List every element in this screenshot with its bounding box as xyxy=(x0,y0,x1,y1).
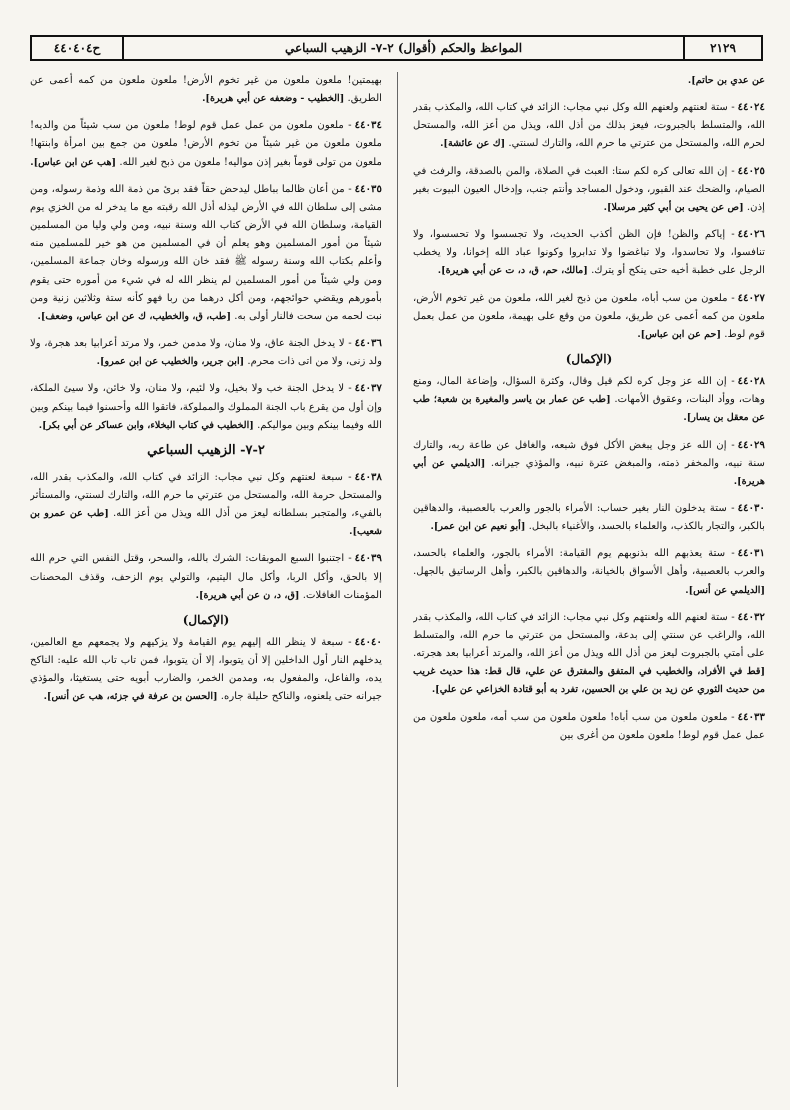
left-column xyxy=(30,72,382,1087)
hadith-number: ٤٤٠٣٦ xyxy=(354,337,382,350)
hadith-entry: ٤٤٠٤٠- سبعة لا ينظر الله إليهم يوم القيامة ولا يزكيهم ولا يجمعهم مع العالمين، يدخلهم النار أول الداخلين إلا أن يتوبوا، إلا أن يتوبوا، فمن تاب تاب الله عليه: الناكح يده، والفاعل، والمفعول به، ومدمن الخمر، والضارب أبويه حتى يستغيثا، والمؤذي جيرانه حتى يلعنوه، والناكح حليلة جاره. [الحسن بن عرفة في جزئه، هب عن أنس]. xyxy=(30,635,382,703)
hadith-number: ٤٤٠٣١ xyxy=(737,547,765,560)
hadith-entry: ٤٤٠٣٨- سبعة لعنتهم وكل نبي مجاب: الزائد في كتاب الله، والمكذب بقدر الله، والمستحل حرمة الله، والمستحل من عترتي ما حرم الله، والتارك لسنتي، والمستأثر بالفيء، والمتجبر بسلطانه ليعز من أذل الله ويذل من أعز الله. [طب عن عمرو بن شعيب]. xyxy=(30,470,382,538)
hadith-number: ٤٤٠٢٧ xyxy=(737,291,765,304)
hadith-entry: ٤٤٠٢٥- إن الله تعالى كره لكم ستا: العبث في الصلاة، والمن بالصدقة، والرفث في الصيام، والضحك عند القبور، ودخول المساجد وأنتم جنب، وإدخال العيون البيوت بغير إذن. [ص عن يحيى بن أبي كثير مرسلا]. xyxy=(413,164,765,213)
hadith-source: [الديلمي عن أبي هريرة]. xyxy=(413,457,765,487)
hadith-source: [ابن جرير، والخطيب عن ابن عمرو]. xyxy=(96,356,245,368)
page-number: ٢١٢٩ xyxy=(683,37,761,59)
hadith-entry: ٤٤٠٣١- ستة يعذبهم الله بذنوبهم يوم القيامة: الأمراء بالجور، والعلماء بالحسد، والعرب بالعصبية، وأهل الأسواق بالخيانة، والدهاقين بالكبر، وأهل الرساتيق بالجهل. [الديلمي عن أنس]. xyxy=(413,547,765,596)
hadith-number: ٤٤٠٣٤ xyxy=(354,119,382,132)
hadith-entry: ٤٤٠٣٩- اجتنبوا السبع الموبقات: الشرك بالله، والسحر، وقتل النفس التي حرم الله إلا بالحق، وأكل الربا، وأكل مال اليتيم، والتولي يوم الزحف، وقذف المحصنات المؤمنات الغافلات. [ق، د، ن عن أبي هريرة]. xyxy=(30,552,382,601)
document-page xyxy=(30,30,765,1090)
ikmal-heading: (الإكمال) xyxy=(182,612,230,627)
hadith-number: ٤٤٠٣٥ xyxy=(354,182,382,195)
hadith-entry: ٤٤٠٣٥- من أعان ظالما بباطل ليدحض حقاً فقد برئ من ذمة الله وذمة رسوله، ومن مشى إلى سلطان الله في الأرض ليذله أذل الله رقبته مع ما يدخر له من الخزي يوم القيامة، وسلطان الله في الأرض كتاب الله وسنة نبيه، ومن ولي وليا من المسلمين شيئاً من أمور المسلمين وهو يعلم أن في المسلمين من هو خير للمسلمين منه وأعلم بكتاب الله وسنة رسوله ﷺ فقد خان الله ورسوله وخان جماعة المسلمين، ومن ولي شيئاً من أمور المسلمين لم ينظر الله له في شيء من أموره حتى يقوم بأمورهم ويقضي حوائجهم، ومن أكل درهما من ربا فهو كأنه ستة وثلاثين زنية ومن نبت لحمه من سحت فالنار أولى به. [طب، ق، والخطيب، ك عن ابن عباس، وضعف]. xyxy=(30,182,382,322)
hadith-entry: ٤٤٠٣٠- ستة يدخلون النار بغير حساب: الأمراء بالجور والعرب بالعصبية، والدهاقين بالكبر، والتجار بالكذب، والعلماء بالحسد، والأغنياء بالبخل. [أبو نعيم عن ابن عمر]. xyxy=(413,501,765,533)
hadith-number: ٤٤٠٣٨ xyxy=(354,470,382,483)
hadith-entry: ٤٤٠٣٤- ملعون ملعون من عمل عمل قوم لوط! ملعون من سب شيئاً من والديه! ملعون ملعون من غير شيئاً من تخوم الأرض! ملعون من جمع بين امرأة وابنتها! ملعون من تولى قوماً بغير إذن مواليه! ملعون من ذبح لغير الله. [هب عن ابن عباس]. xyxy=(30,119,382,168)
hadith-source: [الخطيب - وضعفه عن أبي هريرة]. xyxy=(202,93,345,105)
hadith-entry: ٤٤٠٢٦- إياكم والظن! فإن الظن أكذب الحديث، ولا تجسسوا ولا تحسسوا، ولا تنافسوا، ولا تحاسدوا، ولا تباغضوا ولا تدابروا وكونوا عباد الله إخوانا، ولا يخطب الرجل على خطبة أخيه حتى ينكح أو يترك. [مالك، حم، ق، د، ت عن أبي هريرة]. xyxy=(413,228,765,277)
hadith-source: [الخطيب في كتاب البخلاء، وابن عساكر عن أبي بكر]. xyxy=(38,419,254,431)
hadith-number: ٤٤٠٤٠ xyxy=(354,635,382,648)
hadith-source: [مالك، حم، ق، د، ت عن أبي هريرة]. xyxy=(437,265,588,277)
hadith-source: [حم عن ابن عباس]. xyxy=(637,328,722,340)
hadith-number: ٤٤٠٣٧ xyxy=(354,382,382,395)
hadith-source: [هب عن ابن عباس]. xyxy=(30,156,117,168)
hadith-source: [أبو نعيم عن ابن عمر]. xyxy=(430,521,526,533)
hadith-entry: ٤٤٠٣٢- ستة لعنهم الله ولعنتهم وكل نبي مجاب: الزائد في كتاب الله، والمكذب بقدر الله، والراغب عن سنتي إلى بدعة، والمستحل من عترتي ما حرم الله، والمتسلط على أمتي بالجبروت ليعز من أذل الله ويذل من أعز الله، والمرتد أعرابيا بعد هجرته. [قط في الأفراد، والخطيب في المتفق والمفترق عن علي، قال قط: هذا حديث غريب من حديث الثوري عن زيد بن علي بن الحسين، تفرد به أبو قتادة الخزاعي عن علي]. xyxy=(413,610,765,696)
hadith-number: ٤٤٠٣٩ xyxy=(354,552,382,565)
hadith-entry: ٤٤٠٣٣- ملعون ملعون من سب أباه! ملعون ملعون من سب أمه، ملعون ملعون من عمل عمل قوم لوط! ملعون ملعون من أغرى بين xyxy=(413,710,765,741)
section-title: ٢-٧- الزهيب السباعي xyxy=(147,442,265,458)
hadith-number: ٤٤٠٢٥ xyxy=(737,164,765,177)
hadith-entry: ٤٤٠٣٧- لا يدخل الجنة خب ولا بخيل، ولا لئيم، ولا منان، ولا خائن، ولا سيئ الملكة، وإن أول من يقرع باب الجنة المملوك والمملوكة، فاتقوا الله وأحسنوا فيما بينكم وبين الله وفيما بينكم وبين مواليكم. [الخطيب في كتاب البخلاء، وابن عساكر عن أبي بكر]. xyxy=(30,382,382,431)
column-divider xyxy=(397,72,398,1087)
hadith-source: [قط في الأفراد، والخطيب في المتفق والمفترق عن علي، قال قط: هذا حديث غريب من حديث الثوري عن زيد بن علي بن الحسين، تفرد به أبو قتادة الخزاعي عن علي]. xyxy=(413,666,765,696)
top-fragment: بهيمتين! ملعون ملعون من غير تخوم الأرض! ملعون ملعون من كمه أعمى عن الطريق. [الخطيب - وضعفه عن أبي هريرة]. xyxy=(30,75,382,105)
hadith-source: [الديلمي عن أنس]. xyxy=(685,584,765,596)
hadith-source: [الحسن بن عرفة في جزئه، هب عن أنس]. xyxy=(43,691,218,703)
hadith-number: ٤٤٠٢٦ xyxy=(737,228,765,241)
hadith-entry: ٤٤٠٢٨- إن الله عز وجل كره لكم قيل وقال، وكثرة السؤال، وإضاعة المال، ومنع وهات، ووأد البنات، وعقوق الأمهات. [طب عن عمار بن ياسر والمغيرة بن شعبة؛ طب عن معقل بن يسار]. xyxy=(413,375,765,424)
hadith-number: ٤٤٠٣٢ xyxy=(737,610,765,623)
top-fragment: عن عدي بن حاتم]. xyxy=(687,75,765,86)
hadith-entry: ٤٤٠٣٦- لا يدخل الجنة عاق، ولا منان، ولا مدمن خمر، ولا مرتد أعرابيا بعد هجرة، ولا ولد زنى، ولا من اتى ذات محرم. [ابن جرير، والخطيب عن ابن عمرو]. xyxy=(30,337,382,368)
hadith-entry: ٤٤٠٢٩- إن الله عز وجل يبغض الأكل فوق شبعه، والغافل عن طاعة ربه، والتارك سنة نبيه، والمخفر ذمته، والمبغض عترة نبيه، والمؤذي جيرانه. [الديلمي عن أبي هريرة]. xyxy=(413,438,765,487)
hadith-source: [طب عن عمار بن ياسر والمغيرة بن شعبة؛ طب عن معقل بن يسار]. xyxy=(413,394,765,424)
hadith-number: ٤٤٠٢٨ xyxy=(737,375,765,388)
hadith-number: ٤٤٠٣٣ xyxy=(737,710,765,723)
hadith-entry: ٤٤٠٢٧- ملعون من سب أباه، ملعون من ذبح لغير الله، ملعون من غير تخوم الأرض، ملعون من كمه أعمى عن طريق، ملعون من وقع على بهيمة، ملعون من عمل بعمل قوم لوط. [حم عن ابن عباس]. xyxy=(413,291,765,340)
hadith-source: [طب عن عمرو بن شعيب]. xyxy=(30,508,382,538)
hadith-source: [ق، د، ن عن أبي هريرة]. xyxy=(195,589,300,601)
running-title: المواعظ والحكم (أقوال) ٢-٧- الزهيب السباعي xyxy=(284,41,523,55)
hadith-source: [ك عن عائشة]. xyxy=(440,138,506,150)
hadith-source: [طب، ق، والخطيب، ك عن ابن عباس، وضعف]. xyxy=(37,310,231,322)
hadith-number: ٤٤٠٣٠ xyxy=(737,501,765,514)
hadith-range: ح٤٤٠٤٠٤ xyxy=(32,37,124,59)
hadith-source: [ص عن يحيى بن أبي كثير مرسلا]. xyxy=(603,201,744,213)
ikmal-heading: (الإكمال) xyxy=(565,352,613,367)
hadith-number: ٤٤٠٢٩ xyxy=(737,438,765,451)
page-header xyxy=(30,35,763,61)
hadith-entry: ٤٤٠٢٤- ستة لعنتهم ولعنهم الله وكل نبي مجاب: الزائد في كتاب الله، والمكذب بقدر الله، والمتسلط بالجبروت، فيعز بذلك من أذل الله، ويذل من أعز الله، والمستحل لحرم الله، والمستحل من عترتي ما حرم الله، والتارك لسنتي. [ك عن عائشة]. xyxy=(413,101,765,150)
right-column xyxy=(413,72,765,1087)
text-columns xyxy=(30,72,765,1087)
hadith-number: ٤٤٠٢٤ xyxy=(737,101,765,114)
